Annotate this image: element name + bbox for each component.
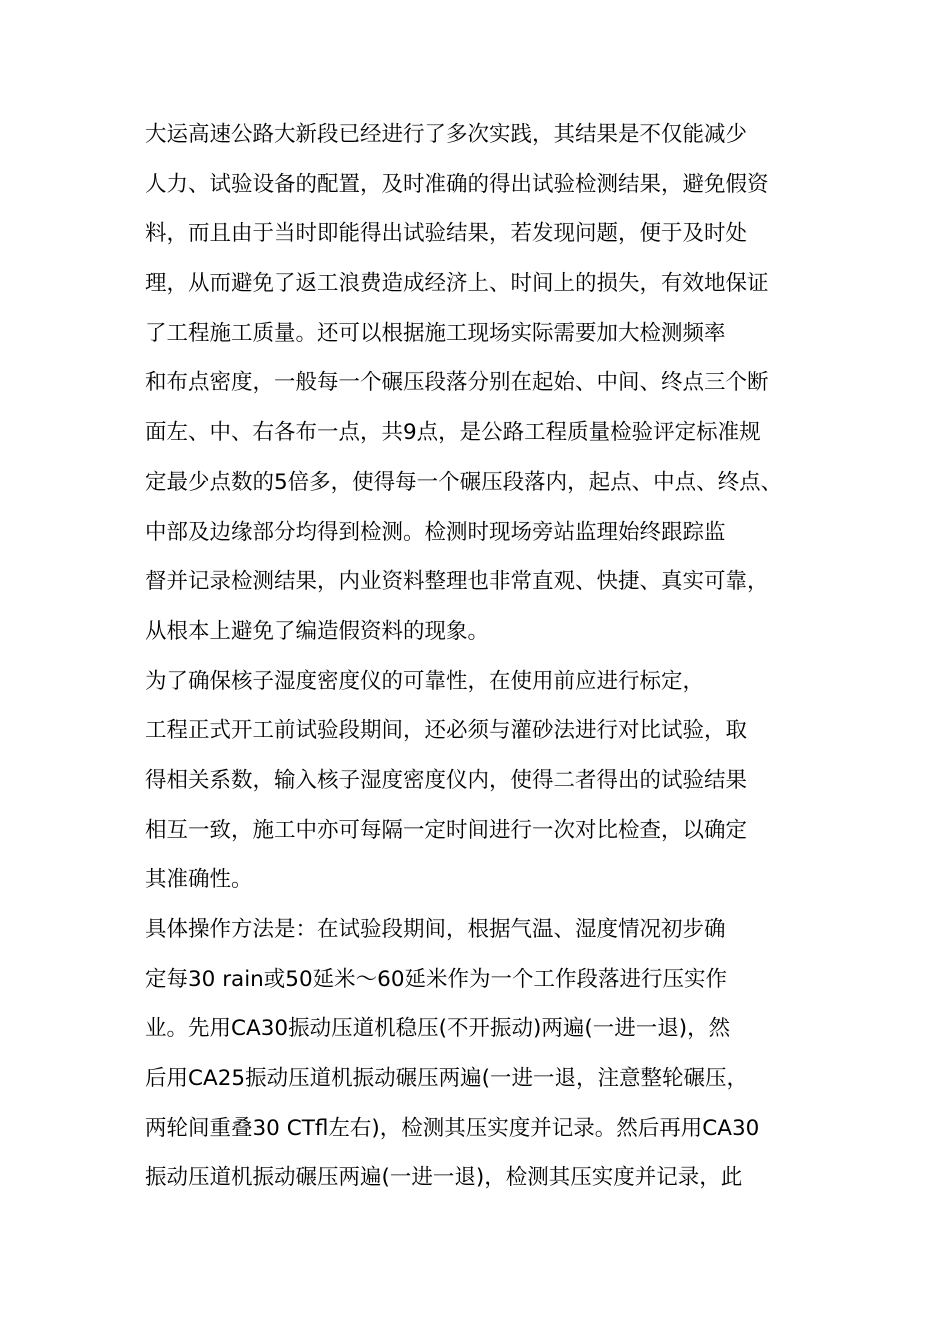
text-line: 业。先用CA30振动压道机稳压(不开振动)两遍(一进一退)，然 (145, 1016, 731, 1042)
text-line: 中部及边缘部分均得到检测。检测时现场旁站监理始终跟踪监 (145, 519, 726, 545)
text-line: 相互一致，施工中亦可每隔一定时间进行一次对比检查，以确定 (145, 817, 748, 843)
text-line: 面左、中、右各布一点，共9点，是公路工程质量检验评定标准规 (145, 420, 761, 446)
text-line: 定每30 rain或50延米～60延米作为一个工作段落进行压实作 (145, 966, 728, 992)
text-line: 理，从而避免了返工浪费造成经济上、时间上的损失，有效地保证 (145, 271, 769, 297)
text-line: 工程正式开工前试验段期间，还必须与灌砂法进行对比试验，取 (145, 718, 748, 744)
text-line: 其准确性。 (145, 867, 253, 893)
text-line: 料，而且由于当时即能得出试验结果，若发现问题，便于及时处 (145, 221, 748, 247)
text-line: 得相关系数，输入核子湿度密度仪内，使得二者得出的试验结果 (145, 767, 748, 793)
text-line: 两轮间重叠30 CTfl左右)，检测其压实度并记录。然后再用CA30 (145, 1115, 760, 1141)
text-line: 人力、试验设备的配置，及时准确的得出试验检测结果，避免假资 (145, 171, 769, 197)
text-line: 督并记录检测结果，内业资料整理也非常直观、快捷、真实可靠， (145, 569, 769, 595)
text-line: 为了确保核子湿度密度仪的可靠性，在使用前应进行标定， (145, 668, 705, 694)
text-line: 定最少点数的5倍多，使得每一个碾压段落内，起点、中点、终点、 (145, 469, 783, 495)
text-line: 从根本上避免了编造假资料的现象。 (145, 618, 490, 644)
text-line: 大运高速公路大新段已经进行了多次实践，其结果是不仅能减少 (145, 122, 748, 147)
text-line: 振动压道机振动碾压两遍(一进一退)，检测其压实度并记录，此 (145, 1165, 743, 1191)
text-line: 了工程施工质量。还可以根据施工现场实际需要加大检测频率 (145, 320, 726, 346)
text-line: 后用CA25振动压道机振动碾压两遍(一进一退，注意整轮碾压， (145, 1066, 748, 1092)
body-text (145, 110, 825, 1203)
text-line: 具体操作方法是：在试验段期间，根据气温、湿度情况初步确 (145, 917, 726, 942)
text-line: 和布点密度，一般每一个碾压段落分别在起始、中间、终点三个断 (145, 370, 769, 396)
